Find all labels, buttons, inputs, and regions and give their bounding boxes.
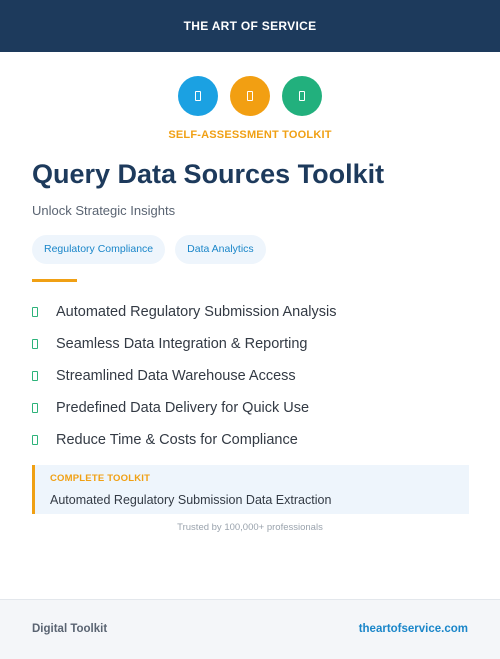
tag-list [32, 235, 266, 264]
icon-row [0, 76, 500, 116]
check-icon [32, 403, 38, 413]
eyebrow-label: SELF-ASSESSMENT TOOLKIT [168, 129, 332, 141]
trust-statement: Trusted by 100,000+ professionals [177, 522, 323, 533]
accent-divider [32, 279, 77, 282]
feature-item [32, 424, 336, 456]
feature-text: Reduce Time & Costs for Compliance [56, 432, 298, 448]
footer-label: Digital Toolkit [32, 623, 108, 635]
callout-text: Automated Regulatory Submission Data Extraction [50, 493, 332, 507]
feature-item [32, 392, 336, 424]
feature-text: Predefined Data Delivery for Quick Use [56, 400, 310, 416]
feature-list [32, 296, 336, 456]
top-banner [0, 0, 500, 52]
page-title: Query Data Sources Toolkit [32, 159, 385, 189]
feature-text: Automated Regulatory Submission Analysis [56, 304, 337, 320]
page-subtitle: Unlock Strategic Insights [32, 203, 176, 218]
feature-text: Streamlined Data Warehouse Access [56, 368, 296, 384]
feature-item [32, 296, 336, 328]
check-icon [32, 339, 38, 349]
blue-badge-icon [178, 76, 218, 116]
orange-badge-icon [230, 76, 270, 116]
check-icon [32, 307, 38, 317]
feature-item [32, 360, 336, 392]
green-badge-icon [282, 76, 322, 116]
check-icon [32, 371, 38, 381]
callout-label: COMPLETE TOOLKIT [50, 473, 151, 484]
feature-text: Seamless Data Integration & Reporting [56, 336, 308, 352]
tag-data-analytics: Data Analytics [175, 235, 266, 264]
toolkit-callout [32, 465, 469, 514]
feature-item [32, 328, 336, 360]
tag-regulatory-compliance: Regulatory Compliance [32, 235, 165, 264]
check-icon [32, 435, 38, 445]
website-link[interactable]: theartofservice.com [358, 623, 468, 635]
brand-name: THE ART OF SERVICE [183, 19, 317, 33]
footer [0, 599, 500, 659]
